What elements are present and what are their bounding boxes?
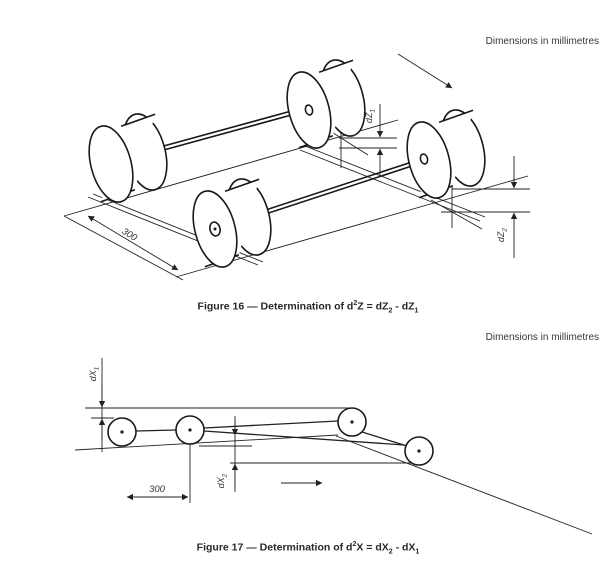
dimensions-note-fig16: Dimensions in millimetres	[485, 36, 599, 47]
caption17-sub: 1	[415, 548, 420, 556]
caption16-text: Figure 16 — Determination of d	[197, 300, 354, 313]
caption16-text: - dZ	[392, 300, 415, 313]
caption16-text: Z = dZ	[357, 300, 389, 313]
figure16-caption	[0, 300, 616, 315]
dz1-label: $dZ_1$	[364, 108, 377, 124]
wheelset-2-right-wheel	[400, 105, 493, 203]
figure16-drawing	[64, 54, 530, 280]
caption16-sub: 1	[414, 307, 419, 315]
wheelset-1-left-wheel	[82, 109, 175, 207]
travel-direction-arrow-fig16	[398, 54, 452, 88]
reference-lines-fig17	[85, 408, 418, 503]
caption17-sup: 2	[352, 541, 357, 548]
wheelset-2-left-wheel	[186, 174, 279, 272]
caption17-text: - dX	[392, 541, 416, 554]
caption17-sub: 2	[388, 548, 393, 556]
chord-300-label-fig17: 300	[149, 484, 165, 495]
axle-center-dot	[214, 228, 217, 231]
dimensions-note-fig17: Dimensions in millimetres	[485, 332, 599, 343]
dz2-label: $dZ_2$	[496, 227, 509, 243]
caption17-text: Figure 17 — Determination of d	[196, 541, 353, 554]
figure17-caption	[0, 541, 616, 556]
wheelset-1	[82, 55, 373, 207]
wheel-2-center	[188, 428, 191, 431]
wheel-4-center	[417, 449, 420, 452]
wheel-1-center	[120, 430, 123, 433]
figure17-drawing	[75, 358, 592, 534]
wheels-fig17	[108, 408, 433, 465]
caption16-sup: 2	[353, 300, 358, 307]
wheel-3-center	[350, 420, 353, 423]
caption17-text: X = dX	[356, 541, 389, 554]
dx1-label: $dX_1$	[88, 366, 101, 382]
dx2-label: $dX_2$	[216, 473, 229, 489]
chord-300-label-fig16: 300	[119, 226, 139, 244]
caption16-sub: 2	[388, 307, 393, 315]
